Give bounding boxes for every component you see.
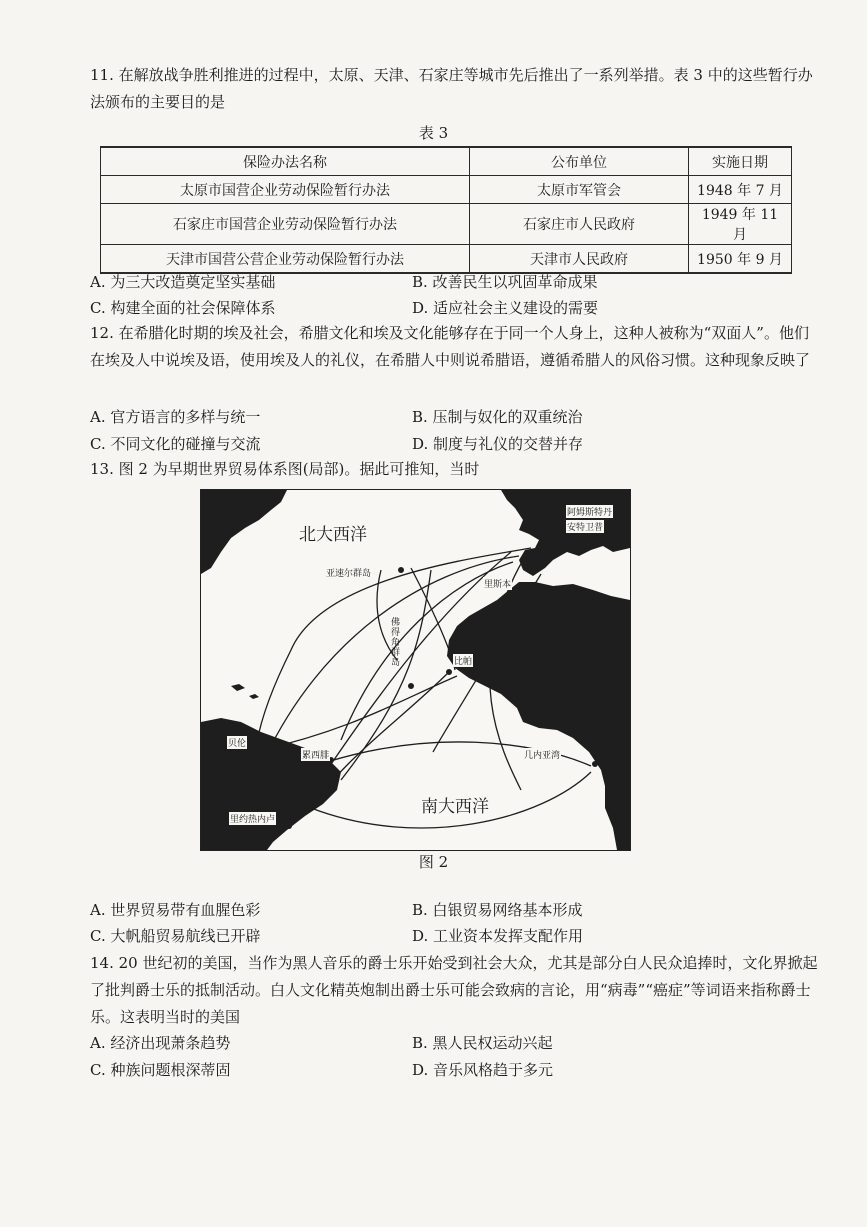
place-cape-verde: 佛得角群岛 bbox=[391, 618, 401, 668]
q13-option-b[interactable]: B. 白银贸易网络基本形成 bbox=[412, 901, 583, 919]
place-antwerp: 安特卫普 bbox=[566, 520, 604, 533]
q13-option-c[interactable]: C. 大帆船贸易航线已开辟 bbox=[90, 927, 261, 945]
table-header: 公布单位 bbox=[470, 147, 689, 176]
table-3-title: 表 3 bbox=[418, 124, 449, 142]
ocean-label-south-atlantic: 南大西洋 bbox=[421, 797, 489, 817]
table-row bbox=[101, 245, 792, 274]
table-cell: 天津市人民政府 bbox=[470, 245, 689, 274]
caribbean-islands bbox=[231, 684, 259, 699]
table-cell: 石家庄市国营企业劳动保险暂行办法 bbox=[101, 204, 470, 245]
dot-azores bbox=[398, 567, 404, 573]
dot-bissau bbox=[446, 669, 452, 675]
place-amsterdam: 阿姆斯特丹 bbox=[566, 505, 613, 518]
dot-cape-verde bbox=[408, 683, 414, 689]
question-12-stem: 12. 在希腊化时期的埃及社会，希腊文化和埃及文化能够存在于同一个人身上，这种人被称为“双面人”。他们在埃及人中说埃及语，使用埃及人的礼仪，在希腊人中则说希腊语，遵循希腊人的风俗习惯。这种现象反映了 bbox=[90, 324, 811, 369]
question-11-stem: 11. 在解放战争胜利推进的过程中，太原、天津、石家庄等城市先后推出了一系列举措。表 3 中的这些暂行办法颁布的主要目的是 bbox=[90, 66, 813, 111]
dot-lisbon bbox=[524, 557, 530, 563]
place-rio: 里约热内卢 bbox=[229, 812, 276, 825]
table-cell: 太原市国营企业劳动保险暂行办法 bbox=[101, 176, 470, 204]
table-cell: 石家庄市人民政府 bbox=[470, 204, 689, 245]
trade-map-drawing bbox=[201, 490, 630, 850]
q14-option-d[interactable]: D. 音乐风格趋于多元 bbox=[412, 1061, 554, 1079]
north-america-landmass bbox=[201, 490, 287, 574]
place-bissau: 比帕 bbox=[453, 654, 473, 667]
dot-amsterdam bbox=[548, 517, 554, 523]
q14-option-b[interactable]: B. 黑人民权运动兴起 bbox=[412, 1034, 553, 1052]
place-azores: 亚速尔群岛 bbox=[325, 566, 372, 579]
south-america-landmass bbox=[201, 718, 341, 850]
table-cell: 1950 年 9 月 bbox=[689, 245, 792, 274]
table-cell: 天津市国营公营企业劳动保险暂行办法 bbox=[101, 245, 470, 274]
table-cell: 1948 年 7 月 bbox=[689, 176, 792, 204]
q11-option-b[interactable]: B. 改善民生以巩固革命成果 bbox=[412, 273, 598, 291]
place-guinea-gulf: 几内亚湾 bbox=[523, 748, 561, 761]
question-13-stem: 13. 图 2 为早期世界贸易体系图(局部)。据此可推知，当时 bbox=[90, 460, 480, 478]
place-belem: 贝伦 bbox=[227, 736, 247, 749]
q12-option-a[interactable]: A. 官方语言的多样与统一 bbox=[90, 408, 261, 426]
dot-guinea-gulf bbox=[592, 761, 598, 767]
q12-option-d[interactable]: D. 制度与礼仪的交替并存 bbox=[412, 435, 584, 453]
ocean-label-north-atlantic: 北大西洋 bbox=[299, 525, 367, 545]
question-14-stem: 14. 20 世纪初的美国，当作为黑人音乐的爵士乐开始受到社会大众，尤其是部分白人民众追捧时，文化界掀起了批判爵士乐的抵制活动。白人文化精英炮制出爵士乐可能会致病的言论，用“病毒”“癌症”等词语来指称爵士乐。这表明当时的美国 bbox=[90, 954, 818, 1026]
figure-2-caption: 图 2 bbox=[418, 853, 449, 871]
table-header-row bbox=[101, 147, 792, 176]
q13-option-d[interactable]: D. 工业资本发挥支配作用 bbox=[412, 927, 584, 945]
table-row bbox=[101, 204, 792, 245]
table-row bbox=[101, 176, 792, 204]
q11-option-c[interactable]: C. 构建全面的社会保障体系 bbox=[90, 299, 276, 317]
q14-option-a[interactable]: A. 经济出现萧条趋势 bbox=[90, 1034, 231, 1052]
table-cell: 1949 年 11 月 bbox=[689, 204, 792, 245]
q13-option-a[interactable]: A. 世界贸易带有血腥色彩 bbox=[90, 901, 261, 919]
place-recife: 累西腓 bbox=[301, 748, 330, 761]
place-lisbon: 里斯本 bbox=[483, 577, 512, 590]
q14-option-c[interactable]: C. 种族问题根深蒂固 bbox=[90, 1061, 231, 1079]
dot-rio bbox=[286, 823, 292, 829]
dot-belem bbox=[250, 735, 256, 741]
insurance-table bbox=[100, 146, 792, 274]
table-header: 保险办法名称 bbox=[101, 147, 470, 176]
europe-landmass bbox=[501, 490, 630, 576]
q12-option-c[interactable]: C. 不同文化的碰撞与交流 bbox=[90, 435, 261, 453]
trade-map bbox=[200, 489, 631, 851]
table-cell: 太原市军管会 bbox=[470, 176, 689, 204]
table-header: 实施日期 bbox=[689, 147, 792, 176]
q11-option-a[interactable]: A. 为三大改造奠定坚实基础 bbox=[90, 273, 276, 291]
q11-option-d[interactable]: D. 适应社会主义建设的需要 bbox=[412, 299, 599, 317]
q12-option-b[interactable]: B. 压制与奴化的双重统治 bbox=[412, 408, 583, 426]
